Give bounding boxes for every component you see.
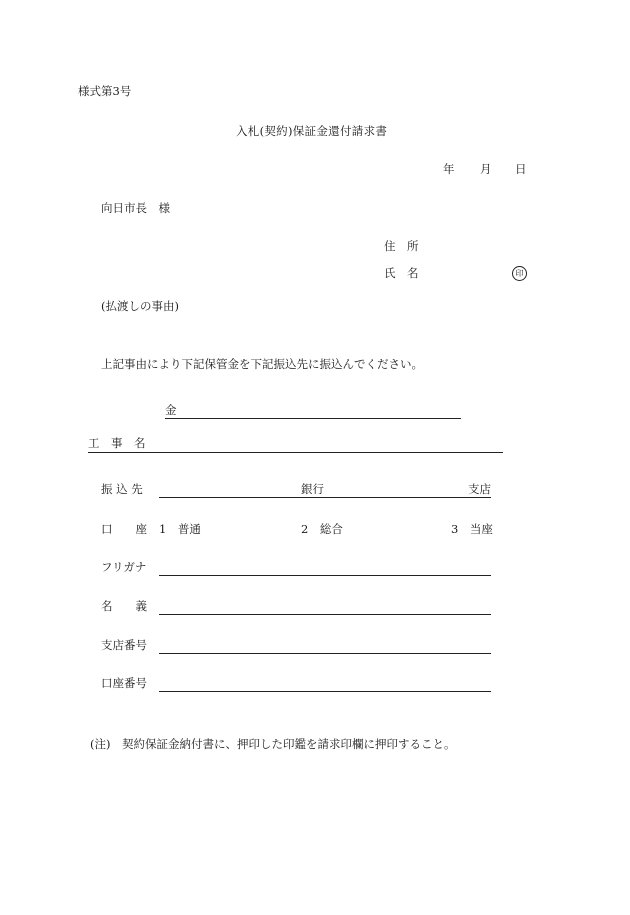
branch-number-label: 支店番号 xyxy=(101,638,147,652)
name-label: 氏 名 xyxy=(384,266,419,280)
branch-number-underline xyxy=(159,653,491,654)
transfer-label: 振 込 先 xyxy=(101,482,143,496)
form-number: 様式第3号 xyxy=(78,84,132,98)
furigana-label: フリガナ xyxy=(101,560,147,574)
addressee: 向日市長 様 xyxy=(101,201,170,215)
account-option-ordinary: 1 普通 xyxy=(159,522,201,536)
account-number-label: 口座番号 xyxy=(101,676,147,690)
project-name-label: 工 事 名 xyxy=(88,436,146,450)
reason-label: (払渡しの事由) xyxy=(101,299,179,313)
furigana-underline xyxy=(159,575,491,576)
account-number-underline xyxy=(159,691,491,692)
account-option-general: 2 総合 xyxy=(301,522,343,536)
transfer-underline xyxy=(159,497,491,498)
date-year-label: 年 xyxy=(443,162,455,176)
branch-suffix: 支店 xyxy=(468,482,491,496)
account-label: 口 座 xyxy=(101,522,147,536)
bank-suffix: 銀行 xyxy=(301,482,324,496)
holder-underline xyxy=(159,614,491,615)
seal-mark-icon: 印 xyxy=(512,266,527,281)
account-option-current: 3 当座 xyxy=(451,522,493,536)
amount-underline xyxy=(165,418,461,419)
document-title: 入札(契約)保証金還付請求書 xyxy=(236,124,388,138)
date-day-label: 日 xyxy=(515,162,527,176)
amount-label: 金 xyxy=(165,403,177,417)
request-text: 上記事由により下記保管金を下記振込先に振込んでください。 xyxy=(101,357,423,371)
holder-label: 名 義 xyxy=(101,599,147,613)
date-month-label: 月 xyxy=(480,162,492,176)
note: (注) 契約保証金納付書に、押印した印鑑を請求印欄に押印すること。 xyxy=(90,737,456,751)
project-name-underline xyxy=(88,452,503,453)
address-label: 住 所 xyxy=(384,239,419,253)
